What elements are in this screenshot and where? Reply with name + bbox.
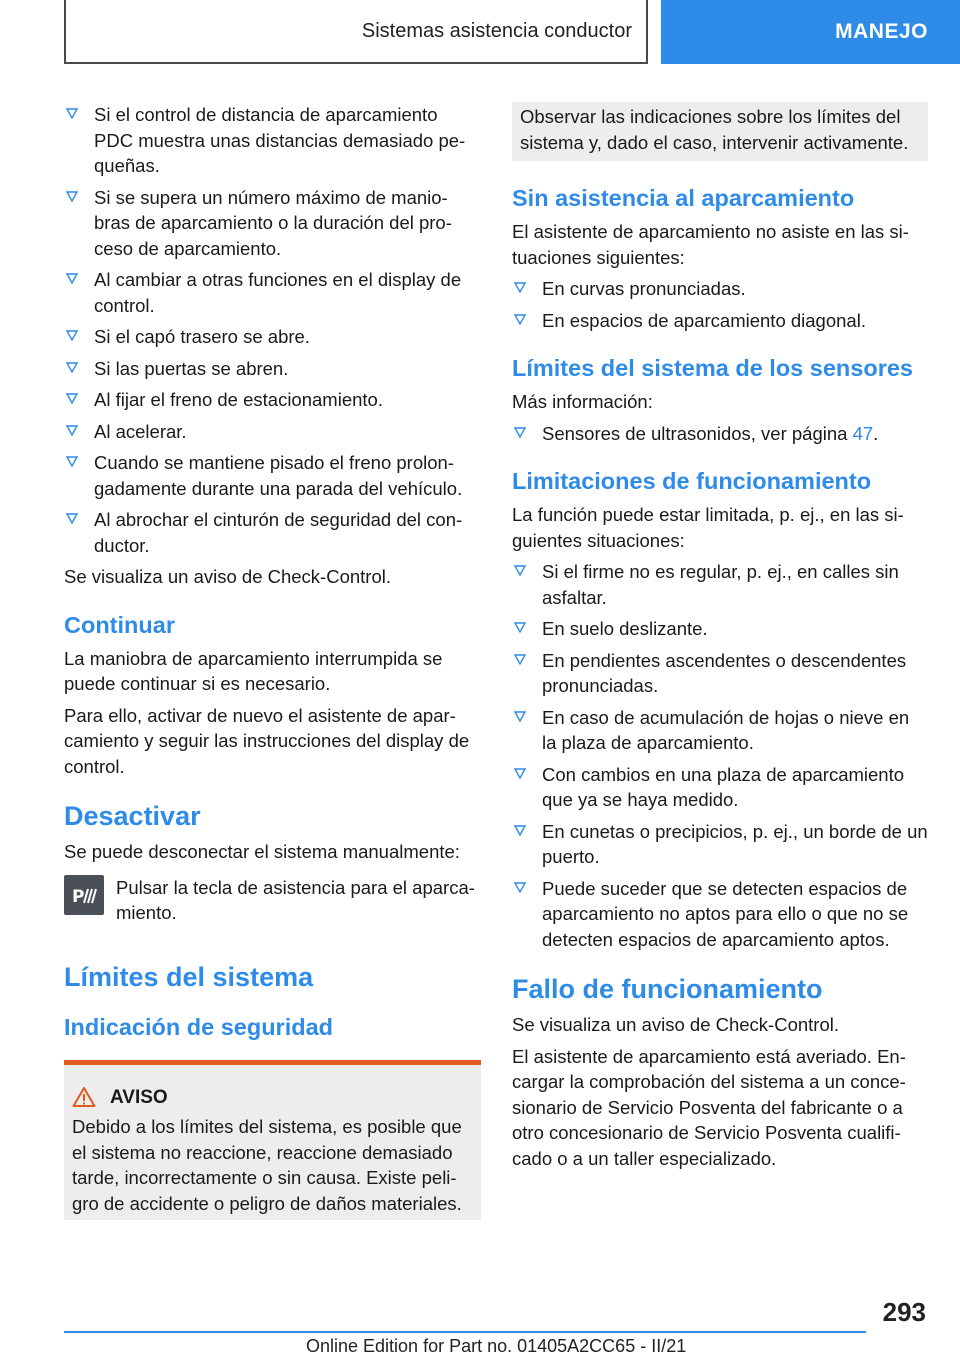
continuar-paragraph-2: Para ello, activar de nuevo el asistente de apar-camiento y seguir las instrucciones del display de control.	[64, 704, 470, 777]
footer-edition: Online Edition for Part no. 01405A2CC65 - II/21	[306, 1336, 687, 1356]
header-section-label: MANEJO	[835, 20, 928, 43]
page-number: 293	[882, 1297, 926, 1327]
list-item: Si el control de distancia de aparcamiento PDC muestra unas distancias demasiado pe-queñas.	[64, 102, 481, 179]
bullet-triangle-icon	[514, 824, 526, 836]
fallo-heading: Fallo de funcionamiento	[512, 974, 823, 1004]
bullet-triangle-icon	[514, 564, 526, 576]
svg-text:P: P	[72, 886, 85, 907]
list-item: En suelo deslizante.	[512, 616, 928, 642]
limitaciones-list	[512, 559, 928, 952]
bullet-triangle-icon	[514, 767, 526, 779]
warning-title	[72, 1085, 473, 1111]
list-item: En pendientes ascendentes o descendentes pronunciadas.	[512, 648, 928, 699]
interruption-list	[64, 102, 481, 558]
bullet-triangle-icon	[514, 313, 526, 325]
list-item: Con cambios en una plaza de aparcamiento que ya se haya medido.	[512, 762, 928, 813]
sin-asistencia-list	[512, 276, 928, 333]
list-item: En cunetas o precipicios, p. ej., un borde de un puerto.	[512, 819, 928, 870]
list-item: Al cambiar a otras funciones en el display de control.	[64, 267, 481, 318]
left-column	[64, 102, 481, 1220]
page-reference-link[interactable]: 47	[852, 422, 874, 444]
parking-key-instruction: Pulsar la tecla de asistencia para el aparca-miento.	[116, 876, 475, 923]
limites-sensores-heading: Límites del sistema de los sensores	[512, 355, 913, 381]
list-item: Si se supera un número máximo de manio-bras de aparcamiento o la duración del pro-ceso de aparcamiento.	[64, 185, 481, 262]
bullet-triangle-icon	[66, 361, 78, 373]
list-item: Al acelerar.	[64, 419, 481, 445]
bullet-triangle-icon	[66, 107, 78, 119]
desactivar-heading: Desactivar	[64, 801, 201, 831]
list-item: Cuando se mantiene pisado el freno prolon-gadamente durante una parada del vehículo.	[64, 450, 481, 501]
header-section-tab	[661, 0, 960, 64]
list-item: Si el capó trasero se abre.	[64, 324, 481, 350]
list-item: Al abrochar el cinturón de seguridad del con-ductor.	[64, 507, 481, 558]
bullet-triangle-icon	[514, 710, 526, 722]
indicacion-seguridad-heading: Indicación de seguridad	[64, 1013, 333, 1040]
bullet-triangle-icon	[66, 392, 78, 404]
limitaciones-intro: La función puede estar limitada, p. ej., en las si-guientes situaciones:	[512, 504, 904, 551]
list-item: En caso de acumulación de hojas o nieve en la plaza de aparcamiento.	[512, 705, 928, 756]
bullet-triangle-icon	[66, 190, 78, 202]
footer-divider	[64, 1331, 866, 1333]
desactivar-paragraph: Se puede desconectar el sistema manualmente:	[64, 841, 460, 862]
list-item: Puede suceder que se detecten espacios de aparcamiento no aptos para ello o que no se detecten espacios de aparcamiento aptos.	[512, 876, 928, 953]
bullet-triangle-icon	[66, 424, 78, 436]
header-title-box	[64, 0, 648, 64]
list-item: Si las puertas se abren.	[64, 356, 481, 382]
bullet-triangle-icon	[66, 455, 78, 467]
continuar-heading: Continuar	[64, 611, 175, 638]
check-control-text: Se visualiza un aviso de Check-Control.	[64, 566, 391, 587]
warning-triangle-icon	[72, 1086, 96, 1108]
fallo-paragraph-1: Se visualiza un aviso de Check-Control.	[512, 1014, 839, 1035]
limites-sensores-intro: Más información:	[512, 391, 653, 412]
list-item: Al fijar el freno de estacionamiento.	[64, 387, 481, 413]
bullet-triangle-icon	[514, 426, 526, 438]
bullet-triangle-icon	[514, 881, 526, 893]
bullet-triangle-icon	[66, 329, 78, 341]
continuar-paragraph-1: La maniobra de aparcamiento interrumpida se puede continuar si es necesario.	[64, 647, 443, 694]
list-item: En espacios de aparcamiento diagonal.	[512, 308, 928, 334]
limitaciones-heading: Limitaciones de funcionamiento	[512, 468, 872, 494]
list-item: Si el firme no es regular, p. ej., en calles sin asfaltar.	[512, 559, 928, 610]
limites-heading: Límites del sistema	[64, 961, 314, 992]
parking-assist-key-icon	[64, 875, 104, 915]
parking-key-row	[64, 875, 481, 926]
sensores-list	[512, 421, 928, 447]
header-title: Sistemas asistencia conductor	[361, 19, 632, 42]
warning-note-text: Observar las indicaciones sobre los límites del sistema y, dado el caso, intervenir activamente.	[520, 106, 909, 153]
bullet-triangle-icon	[514, 653, 526, 665]
fallo-paragraph-2: El asistente de aparcamiento está averiado. En-cargar la comprobación del sistema a un conce-sionario de Servicio Posventa del fabricante o a otro concesionario de Servicio Posventa cualifi-cado o a un taller especializado.	[512, 1045, 906, 1169]
sin-asistencia-heading: Sin asistencia al aparcamiento	[512, 185, 855, 211]
bullet-triangle-icon	[514, 281, 526, 293]
bullet-triangle-icon	[66, 512, 78, 524]
warning-text: Debido a los límites del sistema, es posible que el sistema no reaccione, reaccione demasiado tarde, incorrectamente o sin causa. Existe peli-gro de accidente o peligro de daños materiales.	[72, 1116, 462, 1214]
bullet-triangle-icon	[514, 621, 526, 633]
warning-box	[64, 1060, 481, 1221]
warning-label: AVISO	[110, 1086, 168, 1108]
sin-asistencia-intro: El asistente de aparcamiento no asiste en las si-tuaciones siguientes:	[512, 221, 909, 268]
list-item: Sensores de ultrasonidos, ver página 47.	[512, 421, 928, 447]
bullet-triangle-icon	[66, 272, 78, 284]
list-item: En curvas pronunciadas.	[512, 276, 928, 302]
warning-note-box	[512, 102, 928, 161]
right-column	[512, 102, 928, 1177]
